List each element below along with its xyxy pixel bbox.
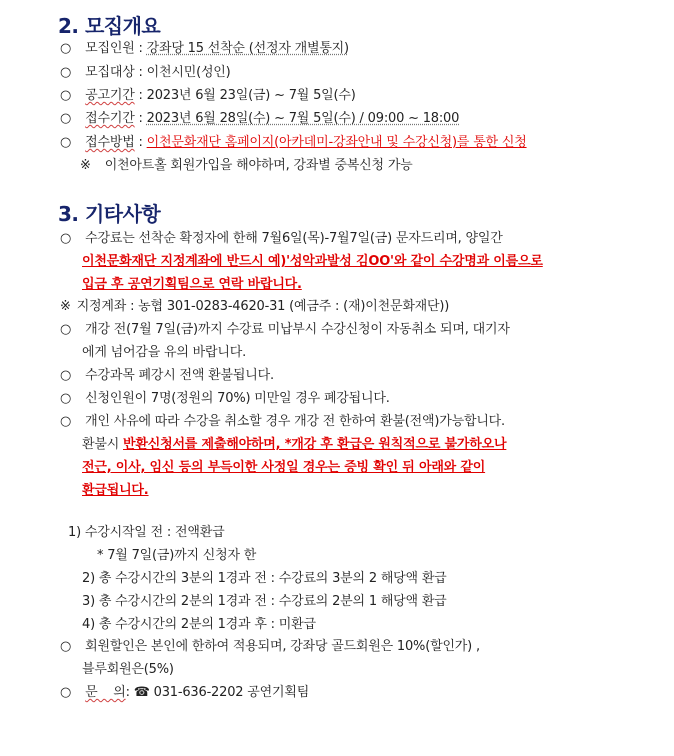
minimum-enrollment-line: ○ 신청인원이 7명(정원의 70%) 미만일 경우 폐강됩니다. (60, 391, 390, 406)
member-discount-line-1: ○ 회원할인은 본인에 한하여 적용되며, 강좌당 골드회원은 10%(할인가) , (60, 639, 480, 654)
bullet: ○ (60, 88, 72, 103)
bullet: ○ (60, 391, 72, 406)
bullet: ○ (60, 639, 72, 654)
bullet: ○ (60, 368, 72, 383)
member-discount-line-2: 블루회원은(5%) (82, 662, 174, 677)
refund-rule-1: 1) 수강시작일 전 : 전액환급 (68, 525, 225, 540)
personal-cancel-line-4: 환급됩니다. (82, 483, 149, 498)
contact-line: ○ 문 의: ☎ 031-636-2202 공연기획팀 (60, 685, 310, 700)
recruit-count-row: ○ 모집인원 : 강좌당 15 선착순 (선정자 개별통지) (60, 41, 349, 56)
refund-rule-4: 4) 총 수강시간의 2분의 1경과 후 : 미환급 (82, 617, 316, 632)
apply-method-row: ○ 접수방법 : 이천문화재단 홈페이지(아카데미-강좌안내 및 수강신청)를 통한 신청 (60, 135, 527, 150)
bullet: ○ (60, 231, 72, 246)
notice-period-row: ○ 공고기간 : 2023년 6월 23일(금) ~ 7월 5일(수) (60, 88, 356, 103)
auto-cancel-line-2: 에게 넘어감을 유의 바랍니다. (82, 345, 247, 360)
bullet: ○ (60, 414, 72, 429)
apply-period-row: ○ 접수기간 : 2023년 6월 28일(수) ~ 7월 5일(수) / 09:00 ~ 18:00 (60, 111, 460, 126)
bullet: ○ (60, 65, 72, 80)
recruit-target-row: ○ 모집대상 : 이천시민(성인) (60, 65, 231, 80)
personal-cancel-line-1: ○ 개인 사유에 따라 수강을 취소할 경우 개강 전 한하여 환불(전액)가능합니다. (60, 414, 505, 429)
bullet: ○ (60, 322, 72, 337)
fee-notice-line-3: 입금 후 공연기획팀으로 연락 바랍니다. (82, 277, 302, 292)
note-mark: ※ (60, 299, 71, 314)
bullet: ○ (60, 685, 72, 700)
refund-rule-1-note: * 7월 7일(금)까지 신청자 한 (97, 548, 257, 563)
personal-cancel-line-2: 환불시 반환신청서를 제출해야하며, *개강 후 환급은 원칙적으로 불가하오나 (82, 437, 507, 452)
bullet: ○ (60, 111, 72, 126)
refund-rule-3: 3) 총 수강시간의 2분의 1경과 전 : 수강료의 2분의 1 해당액 환급 (82, 594, 447, 609)
section-2-title: 2. 모집개요 (58, 14, 161, 38)
fee-notice-line-2: 이천문화재단 지정계좌에 반드시 예)'성악과발성 김OO'와 같이 수강명과 이름으로 (82, 254, 543, 269)
section-3-title: 3. 기타사항 (58, 202, 161, 226)
note-mark: ※ (80, 158, 91, 173)
auto-cancel-line-1: ○ 개강 전(7월 7일(금)까지 수강료 미납부시 수강신청이 자동취소 되며, 대기자 (60, 322, 510, 337)
refund-rule-2: 2) 총 수강시간의 3분의 1경과 전 : 수강료의 3분의 2 해당액 환급 (82, 571, 447, 586)
bullet: ○ (60, 135, 72, 150)
course-cancel-refund-line: ○ 수강과목 폐강시 전액 환불됩니다. (60, 368, 274, 383)
fee-notice-line-1: ○ 수강료는 선착순 확정자에 한해 7월6일(목)-7월7일(금) 문자드리며, 양일간 (60, 231, 503, 246)
bank-account-line: ※ 지정계좌 : 농협 301-0283-4620-31 (예금주 : (재)이천문화재단)) (60, 299, 450, 314)
phone-contact: : ☎ 031-636-2202 공연기획팀 (125, 685, 310, 700)
personal-cancel-line-3: 전근, 이사, 임신 등의 부득이한 사정일 경우는 증빙 확인 뒤 아래와 같이 (82, 460, 486, 475)
membership-note: ※ 이천아트홀 회원가입을 해야하며, 강좌별 중복신청 가능 (80, 158, 413, 173)
bullet: ○ (60, 41, 72, 56)
